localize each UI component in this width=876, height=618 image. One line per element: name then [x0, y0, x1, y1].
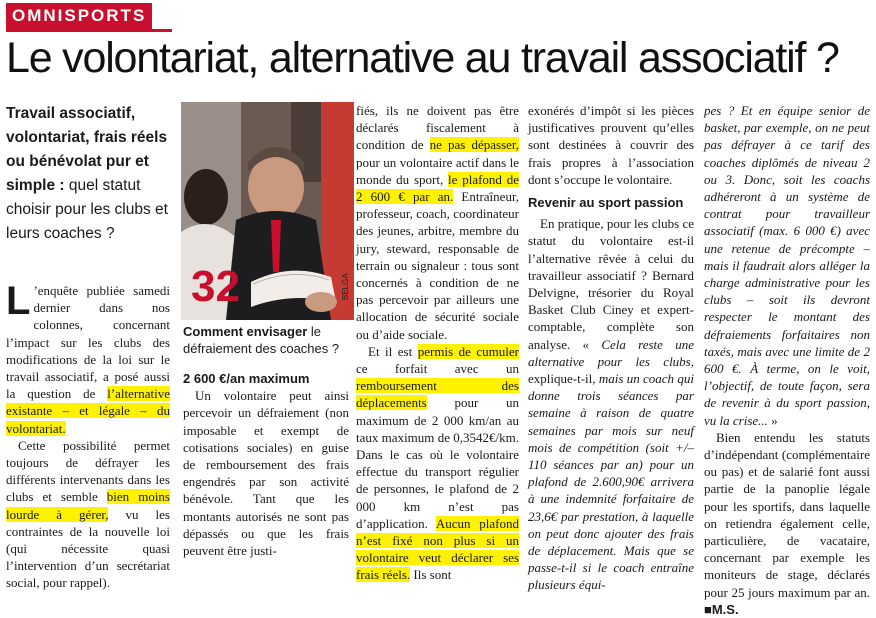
- article-column-2: [183, 370, 349, 559]
- column-4-paragraph-2: [528, 215, 694, 593]
- photo-credit: BELGA: [341, 273, 350, 300]
- author-signature: ■M.S.: [704, 601, 739, 617]
- col4-text-a: En pratique, pour les clubs ce statut du volontaire est-il l’alternative rêvée à celui du travailleur associatif ? Bernard Delvigne, trésorier du Royal Basket Club Ciney et expert-comptable, complète son analyse. «: [528, 216, 694, 352]
- photo-caption: [183, 323, 351, 357]
- col5-quote: pes ? Et en équipe senior de basket, par exemple, on ne peut pas défrayer à ce tarif des coaches diplômés de niveau 2 ou 3. Donc, soit les coachs adhéreront à un système de contrat pour travailleur associatif (max. 6 000 €) avec une retenue de précompte – mais il faudrait alors alléger la charge administrative pour les clubs – soit ils devront respecter le montant des défraiements forfaitaires non taxés, mais avec une limite de 2 600 €. À terme, on le voit, l’objectif, de toute façon, sera de revenir à du sport passion, vu la crise...: [704, 103, 870, 428]
- subhead-2600: 2 600 €/an maximum: [183, 371, 310, 386]
- highlight-ne-pas-depasser: ne pas dépasser,: [429, 137, 519, 153]
- section-kicker: OMNISPORTS: [6, 3, 152, 29]
- jersey-number: 32: [191, 262, 240, 311]
- column-3-paragraph-2: [356, 343, 519, 584]
- highlight-lourde: bien moins lourde à gérer,: [6, 489, 170, 522]
- col3-text-a: fiés, ils ne doivent pas être déclarés fiscalement à condition de: [356, 103, 519, 153]
- column-1-paragraph-2: [6, 437, 170, 592]
- highlight-alternative: l’alternative existante – et légale – du volontariat.: [6, 386, 170, 436]
- article-headline: Le volontariat, alternative au travail associatif ?: [6, 34, 839, 82]
- col4-quote-a: Cela reste une alternative pour les clubs,: [528, 336, 694, 369]
- column-5-paragraph-2: [704, 429, 870, 618]
- col1-text-a: ’enquête publiée samedi dernier dans nos colonnes, concernant l’impact sur les clubs des modifications de la loi sur le travail associatif, a posé aussi la question de: [6, 283, 170, 402]
- intro-rest: quel statut choisir pour les clubs et leurs coaches ?: [6, 177, 168, 242]
- article-intro: [6, 102, 170, 246]
- caption-rest: le défraiement des coaches ?: [183, 324, 340, 356]
- article-column-4: [528, 102, 694, 594]
- highlight-cumuler: permis de cumuler: [417, 343, 520, 359]
- column-3-paragraph-1: [356, 102, 519, 343]
- article-photo: [181, 102, 354, 320]
- col3-text-c: Entraîneur, professeur, coach, coordinateur des jeunes, arbitre, membre du jury, steward, responsable de terrain ou signaleur : tous sont concernés à condition de ne pas percevoir par ailleurs une allocation de sécurité sociale ou d’aide sociale.: [356, 189, 519, 342]
- highlight-deplacements: remboursement des déplacements: [356, 378, 519, 411]
- article-column-5: [704, 102, 870, 618]
- column-5-paragraph-1: [704, 102, 870, 429]
- column-2-paragraph-1: Un volontaire peut ainsi percevoir un défraiement (non imposable et exempt de cotisations sociales) en guise de remboursement des frais engendrés par son activité bénévole. Tant que les montants autorisés ne sont pas dépassés ou que les frais peuvent être justi-: [183, 388, 349, 559]
- column-1-paragraph-1: [6, 279, 170, 437]
- col1-text-c: vu les contraintes de la nouvelle loi (qui nécessite quasi l’intervention d’un secrétariat social, pour rappel).: [6, 506, 170, 591]
- article-column-1: [6, 279, 170, 592]
- col5-quote-end: »: [767, 412, 778, 428]
- intro-bold: Travail associatif, volontariat, frais réels ou bénévolat pur et simple :: [6, 105, 168, 194]
- highlight-aucun-plafond: Aucun plafond n’est fixé non plus si un volontaire veut déclarer ses frais réels.: [356, 515, 519, 583]
- subhead-sport-passion: Revenir au sport passion: [528, 195, 684, 211]
- col3-text-g: Ils sont: [410, 567, 452, 583]
- caption-bold: Comment envisager: [183, 324, 308, 339]
- article-column-3: [356, 102, 519, 584]
- col3-text-f: pour un maximum de 2 000 km/an au taux maximum de 0,3542€/km. Dans le cas où le volontaire effectue du transport régulier de personnes, le plafond de 2 000 km n’est pas d’application.: [356, 395, 519, 531]
- col4-quote-b: mais un coach qui donne trois séances par semaine à raison de quatre semaines par mois sur neuf mois de compétition (soit +/– 110 séances par an) pour un plafond de 2.600,90€ arrivera à une indemnité forfaitaire de 23,6€ par prestation, à laquelle on peut donc ajouter des frais de déplacement. Mais que se passe-t-il si le coach entraîne plusieurs équi-: [528, 371, 694, 593]
- col4-text-b: explique-t-il,: [528, 371, 599, 387]
- col3-text-d: Et il est: [368, 343, 418, 359]
- col3-text-b: pour un volontaire actif dans le monde du sport,: [356, 154, 519, 187]
- drop-cap: L: [6, 279, 31, 323]
- col1-text-b: Cette possibilité permet toujours de défrayer les différents intervenants dans les clubs et semble: [6, 437, 170, 505]
- highlight-plafond: le plafond de 2 600 € par an.: [356, 171, 519, 205]
- col5-text: Bien entendu les statuts d’indépendant (complémentaire ou pas) et de salarié font aussi partie de la panoplie légale pour les sportifs, dans laquelle on retiendra également celle, particulière, de vacataire, concernant par exemple les moniteurs de stage, déclarés pour 25 jours maximum par an.: [704, 429, 870, 600]
- column-4-paragraph-1: exonérés d’impôt si les pièces justificatives prouvent qu’elles sont destinées à couvrir des frais propres à l’association dont s’occupe le volontaire.: [528, 103, 694, 187]
- col3-text-e: ce forfait avec un: [356, 361, 519, 377]
